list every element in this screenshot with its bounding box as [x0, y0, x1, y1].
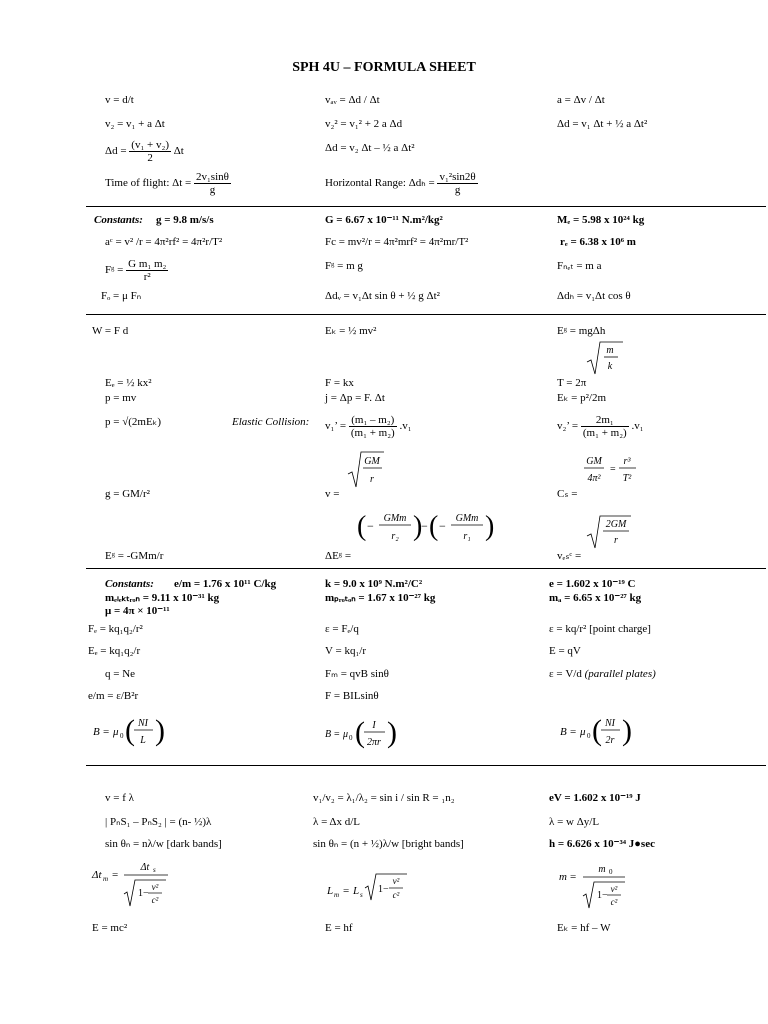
svg-text:r: r [370, 474, 374, 485]
formula-displacement-v2: Δd = v₂ Δt – ½ a Δt² [325, 142, 415, 154]
svg-text:μ: μ [113, 726, 119, 738]
solenoid-field-expression [93, 712, 173, 750]
svg-text:1−: 1− [138, 888, 149, 899]
svg-text:−: − [439, 519, 446, 533]
formula-period: T = 2π [557, 377, 587, 389]
formula-horizontal-displacement: Δdₕ = v₁Δt cos θ [557, 290, 631, 302]
svg-text:): ) [622, 714, 632, 747]
sqrt-gm-over-r-expression [346, 450, 386, 490]
svg-text:): ) [155, 714, 165, 747]
svg-text:1−: 1− [378, 884, 389, 895]
svg-text:B: B [325, 729, 332, 740]
svg-text:0: 0 [120, 732, 124, 740]
svg-text:(: ( [125, 714, 135, 747]
wire-field-expression [325, 714, 405, 752]
formula-wave-speed: v = f λ [105, 792, 134, 804]
formula-escape-velocity: vₑₛᶜ = [557, 550, 582, 562]
svg-text:(: ( [355, 716, 365, 749]
svg-text:L: L [327, 885, 334, 897]
constant-charge-mass-ratio: e/m = 1.76 x 10¹¹ C/kg [174, 578, 277, 590]
formula-momentum: p = mv [105, 392, 137, 404]
svg-text:c²: c² [610, 897, 618, 907]
formula-elastic-potential: Eₑ = ½ kx² [105, 377, 152, 389]
formula-centripetal-acceleration: aᶜ = v² /r = 4π²rf² = 4π²r/T² [105, 236, 223, 248]
formula-kepler-constant: Cₛ = [557, 488, 578, 500]
svg-text:c²: c² [392, 890, 400, 900]
formula-wire-force: F = BILsinθ [325, 690, 379, 702]
constant-alpha-mass: mₐ = 6.65 x 10⁻²⁷ kg [549, 592, 642, 604]
svg-text:2r: 2r [605, 735, 615, 746]
elastic-collision-label: Elastic Collision: [232, 416, 310, 428]
formula-friction: Fₒ = μ Fₙ [101, 290, 142, 302]
formula-path-difference: | PₙS₁ – PₙS₂ | = (n- ½)λ [105, 816, 212, 828]
formula-v2-squared: v₂² = v₁² + 2 a Δd [325, 118, 403, 130]
formula-gravitational-potential: Eᵍ = mgΔh [557, 325, 606, 337]
constant-permeability: μ = 4π × 10⁻¹¹ [105, 605, 170, 617]
svg-text:GMm: GMm [455, 513, 479, 524]
constants-label: Constants: [94, 214, 143, 226]
svg-text:Δt: Δt [92, 869, 102, 881]
formula-hookes-law: F = kx [325, 377, 354, 389]
svg-text:m: m [334, 891, 340, 899]
formula-electric-potential: V = kq₁/r [325, 645, 367, 657]
section-divider [86, 314, 766, 315]
svg-text:m: m [606, 345, 614, 356]
svg-text:=: = [570, 726, 577, 738]
svg-text:m: m [559, 871, 567, 883]
svg-text:): ) [413, 511, 423, 542]
svg-text:m: m [103, 875, 109, 883]
svg-text:0: 0 [587, 732, 591, 740]
sqrt-m-over-k-expression [585, 340, 625, 378]
formula-delta-eg: ΔEᵍ = [325, 550, 352, 562]
formula-parallel-plates: ε = V/d (parallel plates) [549, 668, 656, 680]
formula-kinetic-energy: Eₖ = ½ mv² [325, 325, 377, 337]
svg-text:=: = [570, 871, 577, 883]
formula-displacement-v1: Δd = v₁ Δt + ½ a Δt² [557, 118, 648, 130]
formula-single-slit: λ = w Δy/L [549, 816, 600, 828]
formula-gravitational-force: Fᵍ = $\frac{\text{G m₁ m₂}}{\text{r²}}$ [105, 258, 167, 283]
formula-mass-energy: E = mc² [92, 922, 128, 934]
constant-electron-volt: eV = 1.602 x 10⁻¹⁹ J [549, 792, 641, 804]
loop-field-expression [560, 712, 640, 750]
constant-electron-mass: mₑₗₑₖₜᵣₒₙ = 9.11 x 10⁻³¹ kg [105, 592, 220, 604]
formula-v2-linear: v₂ = v₁ + a Δt [105, 118, 165, 130]
constant-planck: h = 6.626 x 10⁻³⁴ J●sec [549, 838, 655, 850]
formula-weight: Fᵍ = m g [325, 260, 363, 272]
svg-text:m: m [598, 864, 606, 875]
svg-text:μ: μ [580, 726, 586, 738]
svg-text:v²: v² [610, 884, 618, 894]
svg-text:I: I [372, 720, 376, 731]
time-dilation-expression [90, 856, 180, 916]
svg-text:v²: v² [151, 882, 159, 892]
svg-text:s: s [360, 891, 363, 899]
svg-text:−: − [367, 519, 374, 533]
svg-text:GMm: GMm [383, 513, 407, 524]
formula-horizontal-range: Horizontal Range: Δdₕ = $\frac{\text{v₁²sin2θ}}{g}$ [325, 171, 476, 196]
formula-gravitational-field: g = GM/r² [105, 488, 150, 500]
svg-text:0: 0 [609, 868, 613, 876]
formula-elastic-v1: v₁’ = $\frac{\text{(m₁ – m₂)}}{\text{(m₁ + m₂)}}$ .v₁ [325, 414, 412, 439]
svg-text:L: L [353, 885, 360, 897]
kepler-third-law-expression [580, 452, 640, 486]
formula-average-velocity: vₐᵥ = Δd / Δt [325, 94, 380, 106]
svg-text:T²: T² [622, 473, 632, 484]
formula-velocity: v = d/t [105, 94, 134, 106]
formula-elastic-v2: v₂’ = $\frac{\text{2m₁}}{\text{(m₁ + m₂)}}$ .v₁ [557, 414, 644, 439]
formula-snells-law: v₁/v₂ = λ₁/λ₂ = sin i / sin R = ₁n₂ [313, 792, 455, 804]
formula-photon-energy: E = hf [325, 922, 353, 934]
formula-impulse: j = Δp = F. Δt [325, 392, 385, 404]
svg-text:GM: GM [364, 456, 380, 467]
constants-label: Constants: [105, 578, 154, 590]
section-divider [86, 206, 766, 207]
formula-dark-bands: sin θₙ = nλ/w [dark bands] [105, 838, 222, 850]
formula-displacement-average: Δd = $\frac{\text{(v₁ + v₂)}}{2}$ Δt [105, 139, 184, 164]
svg-text:(: ( [592, 714, 602, 747]
svg-text:(: ( [429, 511, 439, 542]
svg-text:NI: NI [138, 718, 148, 729]
svg-text:Δt: Δt [140, 862, 150, 873]
svg-text:GM: GM [586, 456, 602, 467]
formula-electric-field: ε = Fₑ/q [325, 623, 359, 635]
relativistic-mass-expression [557, 858, 637, 914]
constant-proton-mass: mₚᵣₒₜₒₙ = 1.67 x 10⁻²⁷ kg [325, 592, 436, 604]
formula-coulomb-force: Fₑ = kq₁q₂/r² [88, 623, 143, 635]
formula-charge-mass: e/m = ε/B²r [88, 690, 139, 702]
svg-text:=: = [334, 729, 340, 740]
svg-text:r₂: r₂ [391, 531, 399, 542]
svg-text:L: L [140, 735, 146, 746]
section-divider [86, 568, 766, 569]
formula-centripetal-force: Fc = mv²/r = 4π²mrf² = 4π²mr/T² [325, 236, 469, 248]
constant-earth-mass: Mₑ = 5.98 x 10²⁴ kg [557, 214, 645, 226]
svg-text:0: 0 [349, 734, 353, 742]
svg-text:μ: μ [343, 729, 349, 740]
svg-text:1−: 1− [597, 890, 608, 901]
svg-text:−: − [421, 519, 428, 533]
constant-elementary-charge: e = 1.602 x 10⁻¹⁹ C [549, 578, 636, 590]
formula-photoelectric: Eₖ = hf – W [557, 922, 611, 934]
svg-text:r: r [614, 535, 618, 546]
svg-text:2πr: 2πr [367, 737, 381, 748]
svg-text:v²: v² [392, 876, 400, 886]
svg-text:=: = [103, 726, 110, 738]
formula-orbital-velocity: v = [325, 488, 340, 500]
section-divider [86, 765, 766, 766]
svg-text:): ) [387, 716, 397, 749]
formula-work: W = F d [92, 325, 129, 337]
formula-point-charge-field: ε = kq/r² [point charge] [549, 623, 651, 635]
svg-text:2GM: 2GM [605, 519, 627, 530]
formula-magnetic-force: Fₘ = qvB sinθ [325, 668, 389, 680]
delta-eg-expression [355, 507, 495, 547]
formula-vertical-displacement: Δdᵥ = v₁Δt sin θ + ½ g Δt² [325, 290, 440, 302]
formula-time-of-flight: Time of flight: Δt = $\frac{\text{2v₁sinθ}}{g}$ [105, 171, 229, 196]
constant-g: g = 9.8 m/s/s [156, 214, 214, 226]
svg-text:(: ( [357, 511, 367, 542]
svg-text:): ) [485, 511, 495, 542]
svg-text:=: = [112, 869, 119, 881]
svg-text:4π²: 4π² [587, 473, 601, 484]
formula-charge-quantization: q = Ne [105, 668, 136, 680]
formula-kinetic-momentum: Eₖ = p²/2m [557, 392, 607, 404]
svg-text:r³: r³ [623, 456, 631, 467]
svg-text:B: B [560, 726, 567, 738]
page-title: SPH 4U – FORMULA SHEET [292, 60, 476, 75]
svg-text:s: s [153, 866, 156, 874]
formula-electric-potential-energy: Eₑ = kq₁q₂/r [88, 645, 141, 657]
constant-coulomb: k = 9.0 x 10⁹ N.m²/C² [325, 578, 423, 590]
svg-text:k: k [607, 361, 613, 372]
constant-earth-radius: rₑ = 6.38 x 10⁶ m [560, 236, 636, 248]
svg-text:c²: c² [151, 895, 159, 905]
formula-net-force: Fₙₑₜ = m a [557, 260, 602, 272]
svg-text:NI: NI [605, 718, 615, 729]
sqrt-2gm-over-r-expression [585, 514, 635, 552]
formula-bright-bands: sin θₙ = (n + ½)λ/w [bright bands] [313, 838, 464, 850]
length-contraction-expression [325, 870, 415, 914]
formula-energy-charge: E = qV [549, 645, 581, 657]
svg-text:r₁: r₁ [463, 531, 471, 542]
formula-double-slit: λ = Δx d/L [313, 816, 361, 828]
svg-text:=: = [343, 885, 350, 897]
svg-text:=: = [610, 464, 616, 475]
constant-gravitational: G = 6.67 x 10⁻¹¹ N.m²/kg² [325, 214, 443, 226]
svg-text:B: B [93, 726, 100, 738]
formula-acceleration: a = Δv / Δt [557, 94, 605, 106]
formula-momentum-energy: p = √(2mEₖ) [105, 416, 162, 428]
formula-gravitational-potential-energy: Eᵍ = -GMm/r [105, 550, 164, 562]
